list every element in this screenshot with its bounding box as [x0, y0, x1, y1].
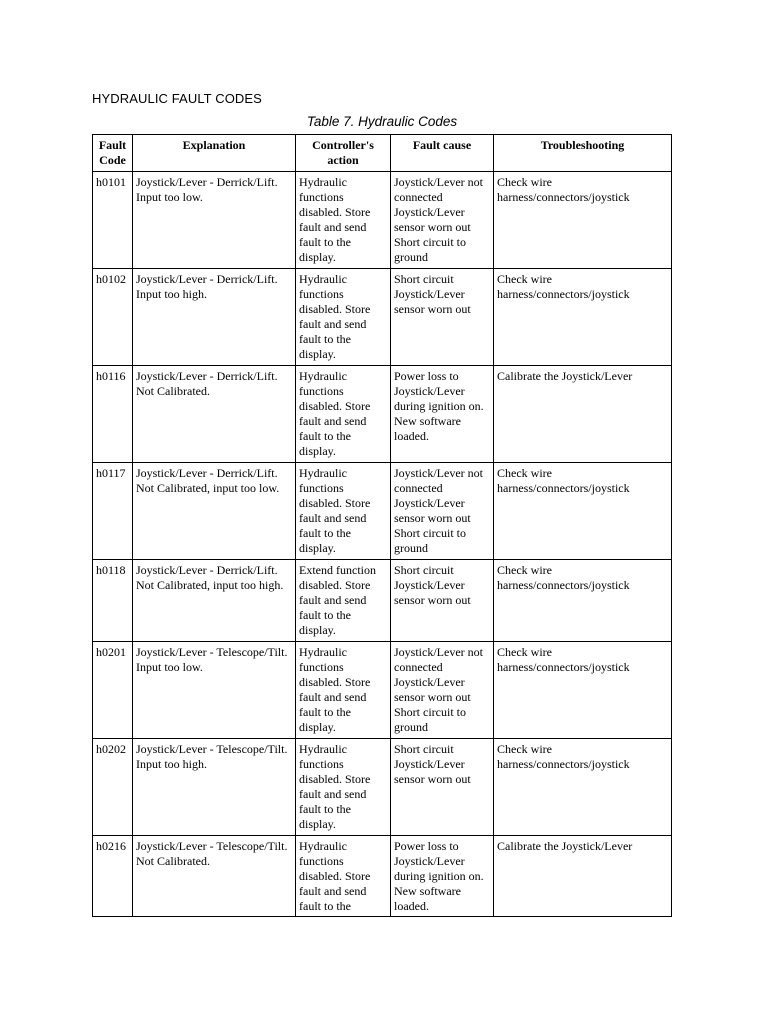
- fault-code-cell: h0202: [93, 739, 133, 836]
- table-header-row: [93, 135, 672, 172]
- action-cell: Hydraulic functions disabled. Store fault and send fault to the display.: [296, 642, 391, 739]
- troubleshooting-cell: Check wire harness/connectors/joystick: [494, 172, 672, 269]
- action-cell: Hydraulic functions disabled. Store fault and send fault to the display.: [296, 172, 391, 269]
- explanation-cell: Joystick/Lever - Derrick/Lift. Input too low.: [133, 172, 296, 269]
- explanation-cell: Joystick/Lever - Derrick/Lift. Input too high.: [133, 269, 296, 366]
- table-row: [93, 366, 672, 463]
- troubleshooting-cell: Check wire harness/connectors/joystick: [494, 642, 672, 739]
- fault-code-cell: h0201: [93, 642, 133, 739]
- fault-code-cell: h0116: [93, 366, 133, 463]
- table-row: [93, 463, 672, 560]
- header-troubleshooting: Troubleshooting: [494, 135, 672, 172]
- table-row: [93, 739, 672, 836]
- explanation-cell: Joystick/Lever - Derrick/Lift. Not Calibrated, input too high.: [133, 560, 296, 642]
- fault-code-cell: h0101: [93, 172, 133, 269]
- cause-cell: Joystick/Lever not connected Joystick/Lever sensor worn out Short circuit to ground: [391, 172, 494, 269]
- explanation-cell: Joystick/Lever - Derrick/Lift. Not Calibrated.: [133, 366, 296, 463]
- cause-cell: Joystick/Lever not connected Joystick/Lever sensor worn out Short circuit to ground: [391, 642, 494, 739]
- header-explanation: Explanation: [133, 135, 296, 172]
- cause-cell: Short circuit Joystick/Lever sensor worn out: [391, 739, 494, 836]
- action-cell: Extend function disabled. Store fault and send fault to the display.: [296, 560, 391, 642]
- fault-code-cell: h0216: [93, 836, 133, 917]
- table-row: [93, 172, 672, 269]
- explanation-cell: Joystick/Lever - Telescope/Tilt. Not Calibrated.: [133, 836, 296, 917]
- table-row: [93, 836, 672, 917]
- cause-cell: Short circuit Joystick/Lever sensor worn out: [391, 560, 494, 642]
- header-fault-cause: Fault cause: [391, 135, 494, 172]
- section-heading: HYDRAULIC FAULT CODES: [92, 91, 262, 106]
- header-controller-action: Controller's action: [296, 135, 391, 172]
- table-caption: Table 7. Hydraulic Codes: [306, 114, 458, 129]
- troubleshooting-cell: Check wire harness/connectors/joystick: [494, 269, 672, 366]
- action-cell: Hydraulic functions disabled. Store fault and send fault to the display.: [296, 739, 391, 836]
- cause-cell: Short circuit Joystick/Lever sensor worn out: [391, 269, 494, 366]
- explanation-cell: Joystick/Lever - Telescope/Tilt. Input too low.: [133, 642, 296, 739]
- troubleshooting-cell: Check wire harness/connectors/joystick: [494, 463, 672, 560]
- action-cell: Hydraulic functions disabled. Store fault and send fault to the display.: [296, 269, 391, 366]
- table-row: [93, 560, 672, 642]
- troubleshooting-cell: Check wire harness/connectors/joystick: [494, 739, 672, 836]
- table-row: [93, 269, 672, 366]
- troubleshooting-cell: Check wire harness/connectors/joystick: [494, 560, 672, 642]
- explanation-cell: Joystick/Lever - Derrick/Lift. Not Calibrated, input too low.: [133, 463, 296, 560]
- hydraulic-codes-table: [92, 134, 672, 917]
- action-cell: Hydraulic functions disabled. Store fault and send fault to the display.: [296, 366, 391, 463]
- action-cell: Hydraulic functions disabled. Store fault and send fault to the display.: [296, 463, 391, 560]
- troubleshooting-cell: Calibrate the Joystick/Lever: [494, 836, 672, 917]
- fault-code-cell: h0118: [93, 560, 133, 642]
- header-fault-code: Fault Code: [93, 135, 133, 172]
- action-cell: Hydraulic functions disabled. Store fault and send fault to the: [296, 836, 391, 917]
- troubleshooting-cell: Calibrate the Joystick/Lever: [494, 366, 672, 463]
- fault-code-cell: h0102: [93, 269, 133, 366]
- cause-cell: Joystick/Lever not connected Joystick/Lever sensor worn out Short circuit to ground: [391, 463, 494, 560]
- cause-cell: Power loss to Joystick/Lever during ignition on. New software loaded.: [391, 366, 494, 463]
- cause-cell: Power loss to Joystick/Lever during ignition on. New software loaded.: [391, 836, 494, 917]
- explanation-cell: Joystick/Lever - Telescope/Tilt. Input too high.: [133, 739, 296, 836]
- fault-code-cell: h0117: [93, 463, 133, 560]
- table-row: [93, 642, 672, 739]
